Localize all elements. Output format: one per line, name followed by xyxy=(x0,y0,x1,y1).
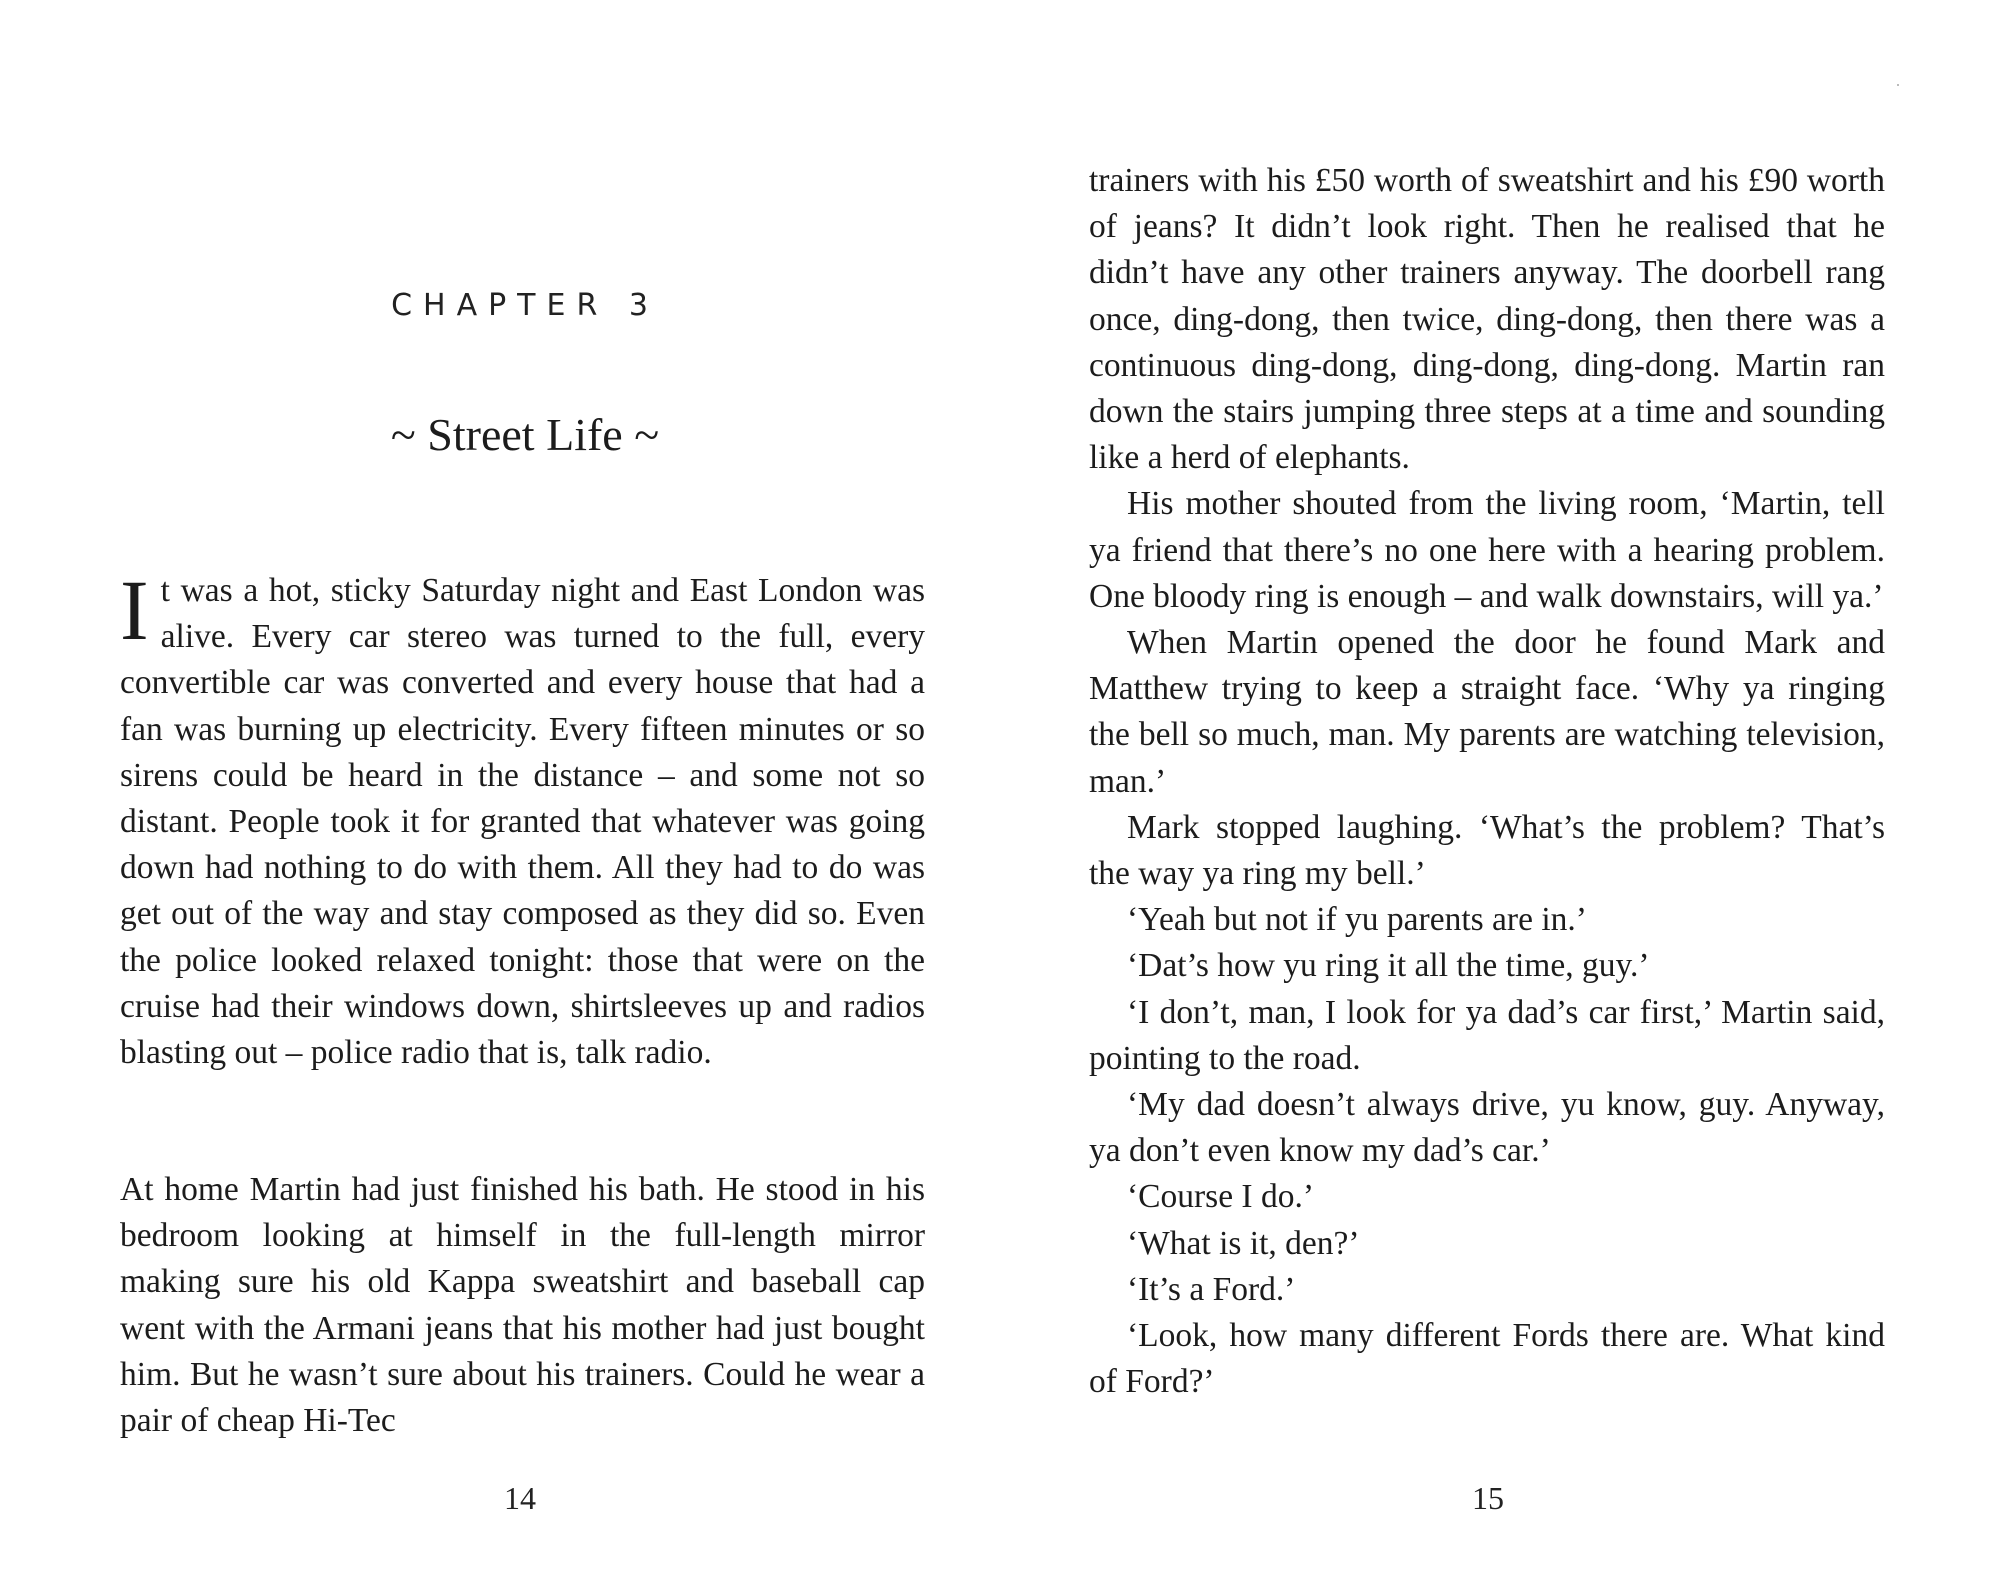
right-text-body xyxy=(1089,158,1885,1405)
paragraph: ‘Dat’s how yu ring it all the time, guy.’ xyxy=(1127,947,1650,985)
paragraph: ‘Yeah but not if yu parents are in.’ xyxy=(1127,901,1587,939)
paragraph: ‘Course I do.’ xyxy=(1127,1178,1314,1216)
paragraph: ‘My dad doesn’t always drive, yu know, guy. Anyway, ya don’t even know my dad’s car.’ xyxy=(1089,1086,1885,1170)
right-page xyxy=(1000,0,2000,1575)
page-number-left: 14 xyxy=(504,1480,536,1516)
second-paragraph: At home Martin had just finished his bath. He stood in his bedroom looking at himself in the full-length mirror making sure his old Kappa sweatshirt and baseball cap went with the Armani jeans that his mother had just bought him. But he wasn’t sure about his trainers. Could he wear a pair of cheap Hi-Tec xyxy=(120,1171,925,1440)
chapter-label: CHAPTER 3 xyxy=(391,288,659,323)
drop-cap: I xyxy=(120,562,149,658)
paragraph: ‘What is it, den?’ xyxy=(1127,1224,1360,1262)
paragraph: Mark stopped laughing. ‘What’s the problem? That’s the way ya ring my bell.’ xyxy=(1089,808,1885,893)
chapter-title: ~ Street Life ~ xyxy=(390,409,660,460)
paragraph: ‘Look, how many different Fords there are. What kind of Ford?’ xyxy=(1089,1317,1885,1401)
scan-speck xyxy=(1897,84,1899,86)
paragraph: ‘It’s a Ford.’ xyxy=(1127,1270,1296,1308)
paragraph: His mother shouted from the living room, ‘Martin, tell ya friend that there’s no one here with a hearing problem. One bloody ring is enough – and walk downstairs, will ya.’ xyxy=(1089,485,1885,615)
paragraph: ‘I don’t, man, I look for ya dad’s car first,’ Martin said, pointing to the road. xyxy=(1089,993,1885,1077)
paragraph: trainers with his £50 worth of sweatshirt and his £90 worth of jeans? It didn’t look right. Then he realised that he didn’t have any other trainers anyway. The doorbell rang once, ding-dong, then twice, ding-dong, then there was a continuous ding-dong, ding-dong, ding-dong. Martin ran down the stairs jumping three steps at a time and sounding like a herd of elephants. xyxy=(1089,162,1885,477)
opening-paragraph xyxy=(120,562,925,1076)
page-number-right: 15 xyxy=(1472,1480,1504,1516)
opening-paragraph-text: t was a hot, sticky Saturday night and East London was alive. Every car stereo was turned to the full, every convertible car was converted and every house that had a fan was burning up electricity. Every fifteen minutes or so sirens could be heard in the distance – and some not so distant. People took it for granted that whatever was going down had nothing to do with them. All they had to do was get out of the way and stay composed as they did so. Even the police looked relaxed tonight: those that were on the cruise had their windows down, shirtsleeves up and radios blasting out – police radio that is, talk radio. xyxy=(120,572,925,1072)
paragraph: When Martin opened the door he found Mark and Matthew trying to keep a straight face. ‘Why ya ringing the bell so much, man. My parents are watching television, man.’ xyxy=(1089,624,1885,800)
